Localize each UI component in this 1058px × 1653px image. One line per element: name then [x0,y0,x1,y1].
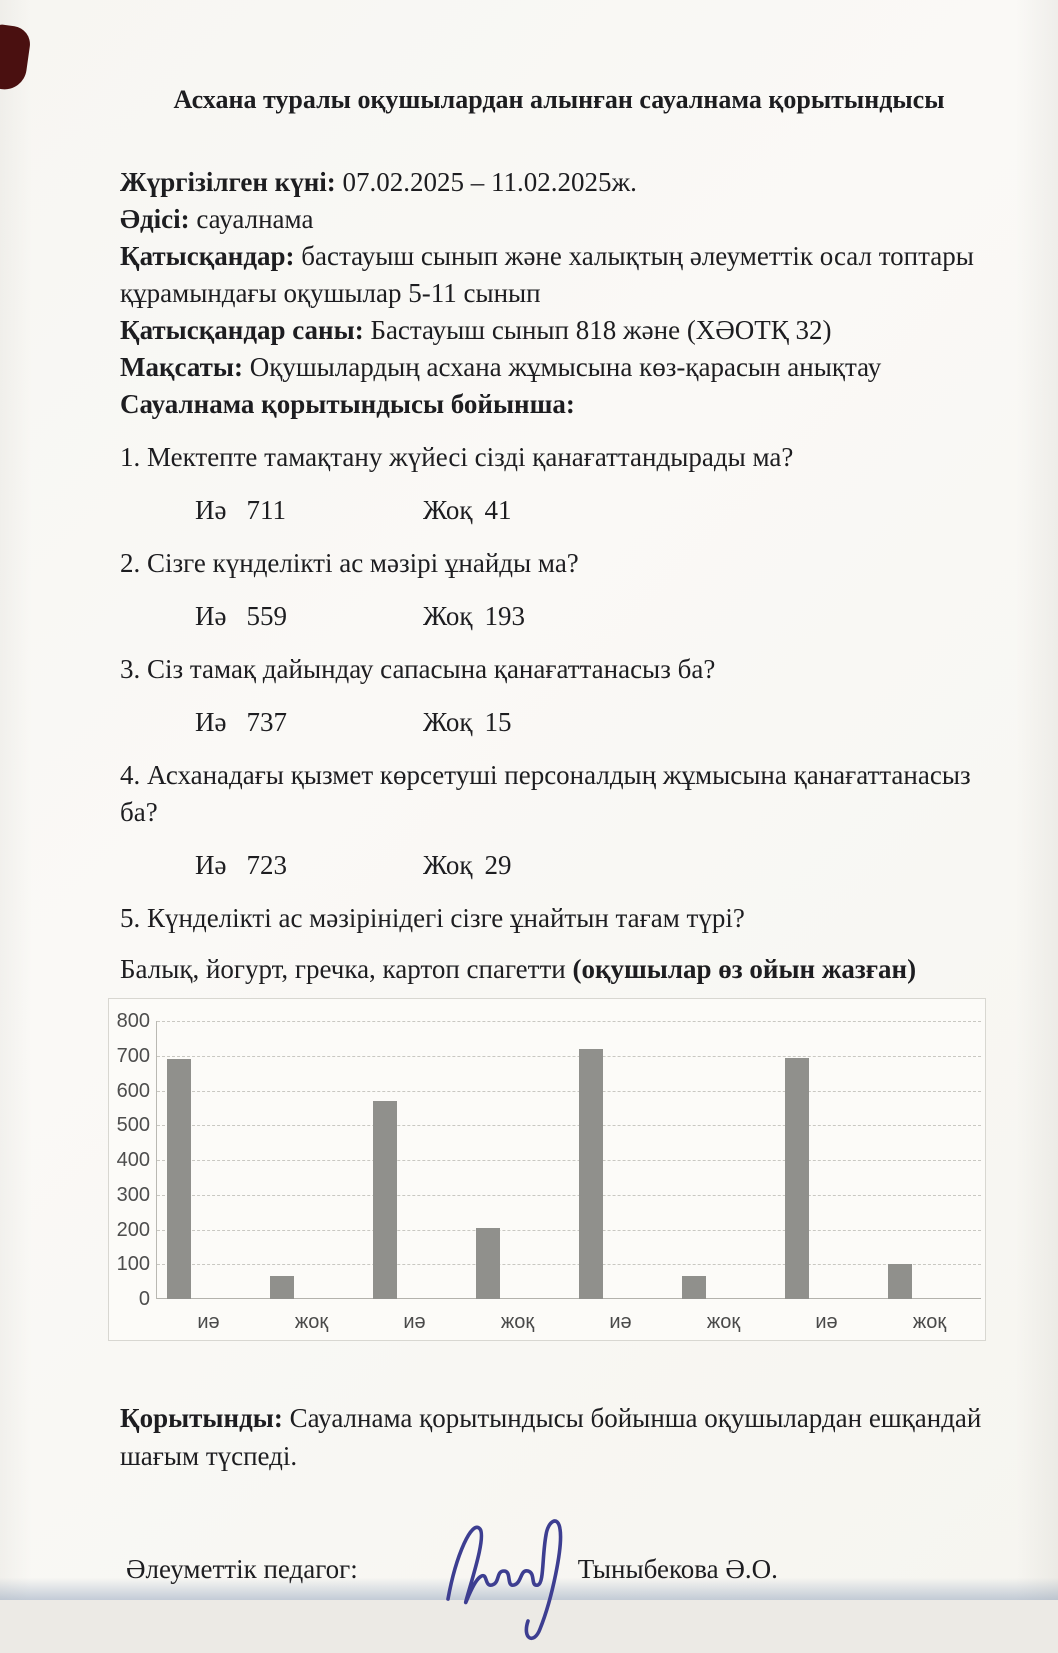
yes-count: 559 [246,601,287,631]
no-label: Жоқ [423,850,473,880]
meta-text: Бастауыш сынып 818 және (ХӘОТҚ 32) [363,315,832,345]
question-text: 2. Сізге күнделікті ас мәзірі ұнайды ма? [120,548,579,578]
x-axis-category-label: иә [815,1311,838,1333]
answer-yes [195,492,423,529]
question5-answer-line [120,951,998,988]
answer-no [423,704,511,741]
x-axis-category-label: иә [609,1311,632,1333]
answer-no [423,492,511,529]
y-axis-tick-label: 700 [116,1044,150,1067]
signature-name: Тыныбекова Ә.О. [577,1554,778,1584]
gridline [157,1230,981,1231]
yes-count: 723 [246,850,287,880]
food-list-text: Балық, йогурт, гречка, картоп спагетти [120,954,573,984]
answer-row [120,704,998,741]
yes-label: Иә [195,850,227,880]
page-title: Асхана туралы оқушылардан алынған сауалнама қорытындысы [173,85,945,114]
bar-жоқ-4 [888,1264,912,1299]
gridline [157,1056,981,1057]
yes-label: Иә [195,707,227,737]
meta-line [120,201,998,238]
answer-row [120,492,998,529]
bar-жоқ-1 [270,1276,294,1299]
question-text: 1. Мектепте тамақтану жүйесі сізді қанағаттандырады ма? [120,442,794,472]
meta-text: Оқушылардың асхана жұмысына көз-қарасын анықтау [243,352,882,382]
y-axis-tick-label: 100 [116,1253,150,1276]
bar-жоқ-3 [682,1276,706,1299]
meta-label: Қатысқандар саны: [120,315,364,345]
no-label: Жоқ [423,601,473,631]
meta-label: Сауалнама қорытындысы бойынша: [120,389,575,419]
meta-block [120,164,998,423]
x-axis-category-label: иә [197,1311,220,1333]
bar-иә-3 [579,1049,603,1299]
y-axis-tick-label: 300 [116,1183,150,1206]
handwritten-signature [420,1503,600,1653]
signature-row [120,1551,998,1588]
gridline [157,1091,981,1092]
gridline [157,1021,981,1022]
bar-жоқ-2 [476,1228,500,1299]
no-count: 41 [484,495,512,525]
answer-no [423,598,525,635]
yes-label: Иә [195,495,227,525]
bar-иә-1 [167,1059,191,1299]
meta-label: Жүргізілген күні: [120,167,336,197]
y-axis-tick-label: 600 [116,1079,150,1102]
no-label: Жоқ [423,707,473,737]
answer-yes [195,598,423,635]
question-text: 5. Күнделікті ас мәзірінідегі сізге ұнайтын тағам түрі? [120,903,745,933]
no-count: 15 [484,707,512,737]
bar-иә-2 [373,1101,397,1299]
gridline [157,1264,981,1265]
x-axis-category-label: жоқ [706,1311,741,1333]
y-axis-tick-label: 0 [138,1288,150,1310]
meta-label: Әдісі: [120,204,190,234]
answer-yes [195,847,423,884]
y-axis-tick-label: 400 [116,1149,150,1171]
meta-line [120,349,998,386]
x-axis-category-label: жоқ [912,1311,947,1333]
no-count: 193 [484,601,525,631]
y-axis-tick-label: 200 [116,1218,150,1241]
signature-role-label: Әлеуметтік педагог: [126,1554,358,1584]
yes-label: Иә [195,601,227,631]
meta-label: Қатысқандар: [120,241,295,271]
answer-row [120,598,998,635]
yes-count: 711 [246,495,286,525]
no-label: Жоқ [423,495,473,525]
meta-text: сауалнама [189,204,314,234]
y-axis-tick-label: 500 [116,1114,150,1137]
gridline [157,1160,981,1161]
meta-text: бастауыш сынып және халықтың әлеуметтік осал топтары құрамындағы оқушылар 5-11 сынып [120,241,974,308]
meta-text: 07.02.2025 – 11.02.2025ж. [335,167,637,197]
x-axis-category-label: жоқ [294,1311,329,1333]
meta-line [120,312,998,349]
answer-row [120,847,998,884]
conclusion-paragraph [120,1399,998,1475]
question-text: 4. Асханадағы қызмет көрсетуші персоналдың жұмысына қанағаттанасыз ба? [120,760,971,827]
yes-count: 737 [246,707,287,737]
gridline [157,1125,981,1126]
answer-yes [195,704,423,741]
answer-no [423,847,511,884]
questions-block [120,439,998,937]
conclusion-text: Сауалнама қорытындысы бойынша оқушылардан ешқандай шағым түспеді. [120,1403,982,1471]
food-list-note: (оқушылар өз ойын жазған) [572,954,917,984]
no-count: 29 [484,850,512,880]
meta-label: Мақсаты: [120,352,243,382]
survey-bar-chart [108,998,986,1341]
x-axis-category-label: жоқ [500,1311,535,1333]
x-axis-category-label: иә [403,1311,426,1333]
question-text: 3. Сіз тамақ дайындау сапасына қанағаттанасыз ба? [120,654,716,684]
meta-line [120,238,998,312]
meta-line [120,386,998,423]
bar-иә-4 [785,1058,809,1300]
chart-plot-area [116,1010,981,1333]
conclusion-label: Қорытынды: [120,1403,283,1433]
meta-line [120,164,998,201]
gridline [157,1195,981,1196]
y-axis-tick-label: 800 [116,1010,150,1032]
